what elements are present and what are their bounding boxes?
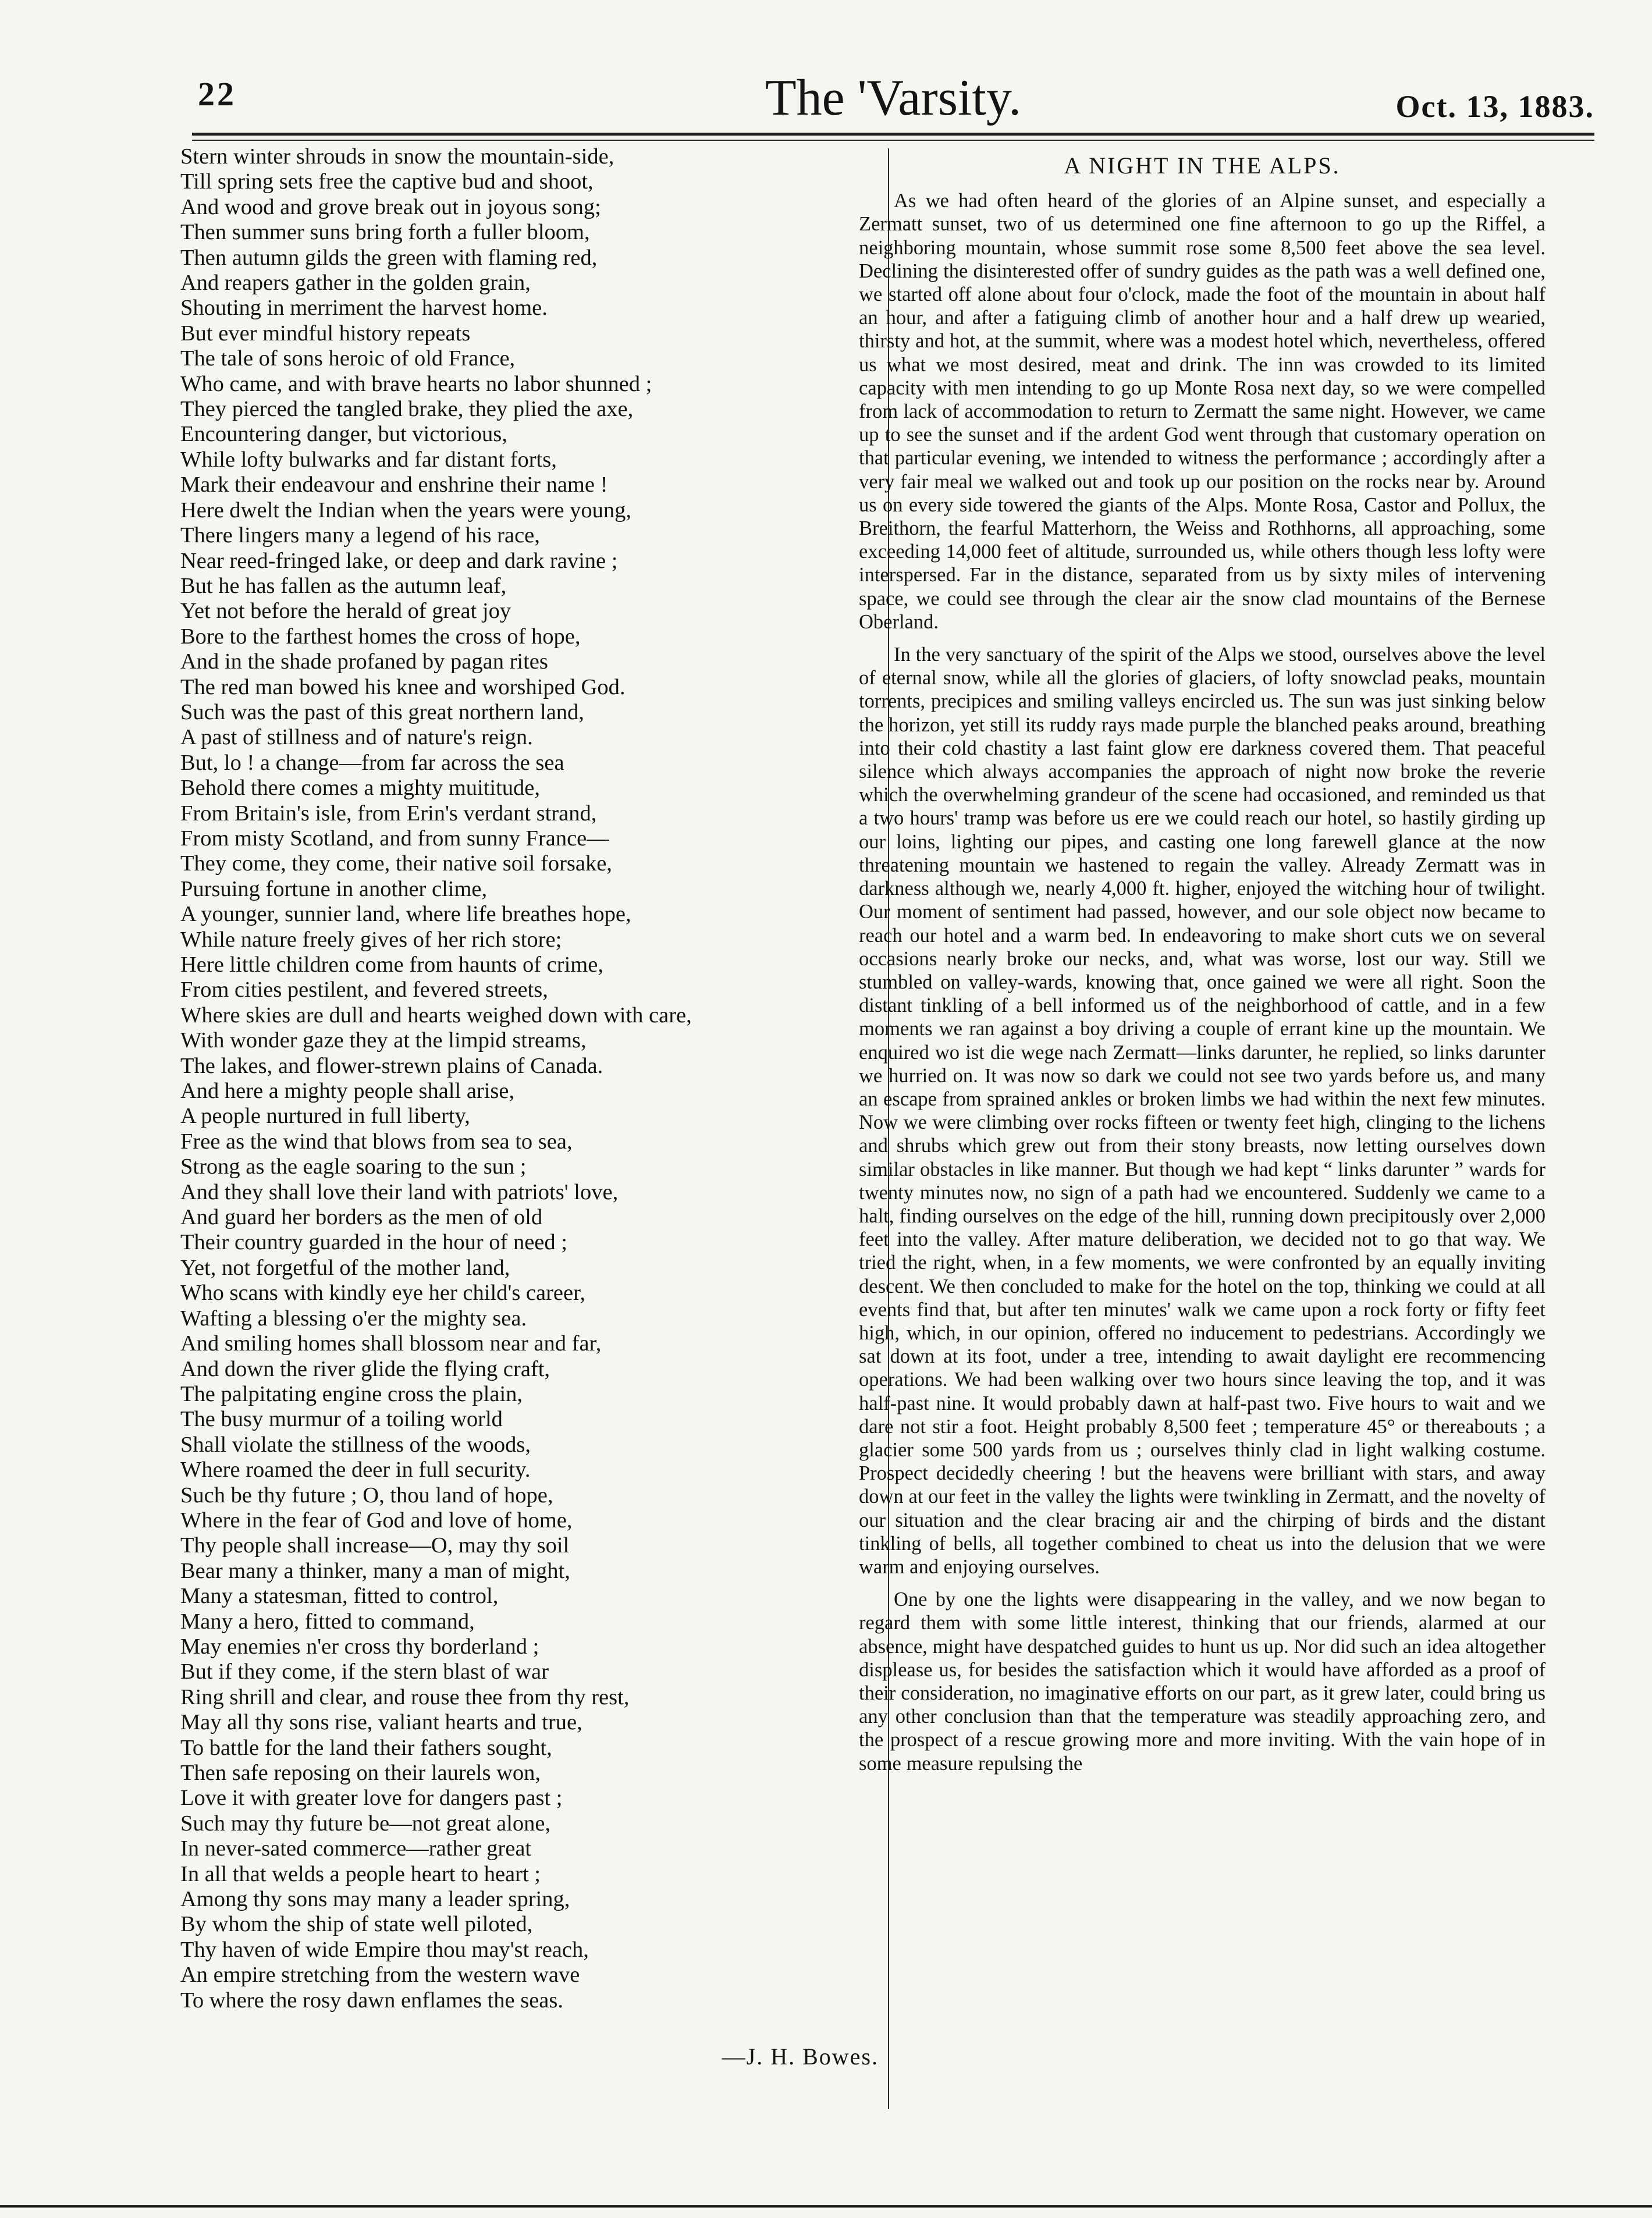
poem-line: To battle for the land their fathers sought, [180,1735,552,1760]
poem-line: A younger, sunnier land, where life breathes hope, [180,902,631,927]
page-header [192,69,1594,127]
poem-line: To where the rosy dawn enflames the seas. [180,1988,563,2013]
poem-line: Behold there comes a mighty muititude, [180,776,541,801]
poem-line: The lakes, and flower-strewn plains of Canada. [180,1053,603,1078]
poem-line: With wonder gaze they at the limpid streams, [180,1028,587,1053]
poem-line: But ever mindful history repeats [180,321,471,346]
issue-date: Oct. 13, 1883. [1395,89,1594,124]
poem-line: Such may thy future be—not great alone, [180,1811,551,1836]
poem-line: Here little children come from haunts of crime, [180,952,603,977]
poem-line: Thy haven of wide Empire thou may'st reach, [180,1937,589,1962]
poem-line: Ring shrill and clear, and rouse thee from thy rest, [180,1684,630,1709]
poem-line: And here a mighty people shall arise, [180,1079,515,1104]
header-rule-thin [192,140,1594,141]
article-title: A NIGHT IN THE ALPS. [1064,152,1341,179]
poem-line: But if they come, if the stern blast of war [180,1659,549,1684]
poem-line: Free as the wind that blows from sea to sea, [180,1129,573,1154]
poem-line: Love it with greater love for dangers past ; [180,1786,563,1811]
poem-line: But, lo ! a change—from far across the sea [180,750,564,775]
poem-line: From cities pestilent, and fevered streets, [180,978,548,1003]
poem-line: Many a hero, fitted to command, [180,1609,475,1634]
article-column [859,154,1546,1785]
poem-line: By whom the ship of state well piloted, [180,1912,533,1937]
poem-line: Wafting a blessing o'er the mighty sea. [180,1306,527,1331]
poem-line: Such be thy future ; O, thou land of hope, [180,1483,553,1508]
poem-line: In all that welds a people heart to heart ; [180,1861,541,1886]
poem-line: Encountering danger, but victorious, [180,422,507,447]
poem-line: The tale of sons heroic of old France, [180,346,516,371]
poem-line: Who came, and with brave hearts no labor shunned ; [180,371,652,396]
poem-line: May enemies n'er cross thy borderland ; [180,1634,539,1659]
poem-line: In never-sated commerce—rather great [180,1836,532,1861]
poem-line: But he has fallen as the autumn leaf, [180,573,507,598]
poem-line: An empire stretching from the western wave [180,1963,580,1988]
poem-line: From misty Scotland, and from sunny France— [180,826,609,851]
article-paragraph: One by one the lights were disappearing in the valley, and we now began to regard them with some little interest, thinking that our friends, alarmed at our absence, might have despatched guides to hunt us up. Nor did such an idea altogether displease us, for besides the satisfaction which it would have afforded as a proof of their consideration, no imaginative efforts on our part, as it grew later, could bring us any other conclusion than that the temperature was steadily approaching zero, and the prospect of a rescue growing more and more inviting. With the vain hope of in some measure repulsing the [859,1588,1546,1775]
poem-line: The red man bowed his knee and worshiped God. [180,674,626,699]
poem-line: Then safe reposing on their laurels won, [180,1761,541,1785]
poem-line: A past of stillness and of nature's reign. [180,725,533,750]
poem-line: And down the river glide the flying craft, [180,1356,550,1381]
poem-line: Thy people shall increase—O, may thy soil [180,1533,570,1558]
poem-lines [180,144,867,2013]
poem-line: And in the shade profaned by pagan rites [180,649,548,674]
poem-line: Bore to the farthest homes the cross of hope, [180,624,581,649]
poem-line: Where in the fear of God and love of home, [180,1508,573,1533]
poem-line: Where roamed the deer in full security. [180,1458,531,1483]
header-rule-thick [192,133,1594,136]
poem-line: Among thy sons may many a leader spring, [180,1887,570,1912]
poem-line: Such was the past of this great northern land, [180,699,584,724]
poem-line: And wood and grove break out in joyous song; [180,194,601,219]
poem-line: Shouting in merriment the harvest home. [180,296,548,321]
poem-line: Then autumn gilds the green with flaming red, [180,245,598,270]
poem-attribution: —J. H. Bowes. [722,2043,879,2070]
poem-line: Shall violate the stillness of the woods, [180,1432,531,1457]
poem-line: While nature freely gives of her rich store; [180,927,562,952]
poem-line: May all thy sons rise, valiant hearts and true, [180,1710,582,1735]
poem-line: While lofty bulwarks and far distant forts, [180,447,557,472]
poem-line: Bear many a thinker, many a man of might, [180,1558,570,1583]
page-number: 22 [198,75,236,113]
poem-line: Who scans with kindly eye her child's career, [180,1281,586,1306]
page-bottom-rule [0,2205,1652,2208]
poem-line: A people nurtured in full liberty, [180,1104,470,1129]
poem-line: The busy murmur of a toiling world [180,1407,503,1432]
poem-line: Mark their endeavour and enshrine their name ! [180,472,608,497]
poem-line: The palpitating engine cross the plain, [180,1381,523,1406]
article-paragraph: As we had often heard of the glories of an Alpine sunset, and especially a Zermatt sunset, two of us determined one fine afternoon to go up the Riffel, a neighboring mountain, whose summit rose some 8,500 feet above the sea level. Declining the disinterested offer of sundry guides as the path was a well defined one, we started off alone about four o'clock, made the foot of the mountain in about half an hour, and after a fatiguing climb of another hour and a half drew up wearied, thirsty and hot, at the summit, where was a modest hotel which, nevertheless, offered us what we most desired, meat and drink. The inn was crowded to its limited capacity with men intending to go up Monte Rosa next day, so we were compelled from lack of accommodation to return to Zermatt the same night. However, we came up to see the sunset and if the ardent God went through that customary operation on that particular evening, we intended to witness the performance ; accordingly after a very fair meal we walked out and took up our position on the rocks near by. Around us on every side towered the giants of the Alps. Monte Rosa, Castor and Pollux, the Breithorn, the fearful Matterhorn, the Weiss and Rothhorns, all approaching, some exceeding 14,000 feet of altitude, surrounded us, while others though less lofty were interspersed. Far in the distance, separated from us by sixty miles of intervening space, we could see through the clear air the snow clad mountains of the Bernese Oberland. [859,190,1546,633]
poem-line: Here dwelt the Indian when the years were young, [180,497,632,522]
poem-line: Strong as the eagle soaring to the sun ; [180,1154,527,1179]
poem-line: And they shall love their land with patriots' love, [180,1179,619,1204]
poem-line: Yet, not forgetful of the mother land, [180,1255,510,1280]
poem-line: Yet not before the herald of great joy [180,599,511,624]
poem-line: There lingers many a legend of his race, [180,523,540,548]
poem-line: And smiling homes shall blossom near and far, [180,1331,602,1356]
poem-line: Stern winter shrouds in snow the mountain-side, [180,144,614,169]
poem-line: And guard her borders as the men of old [180,1205,543,1230]
poem-line: And reapers gather in the golden grain, [180,271,531,296]
poem-line: Then summer suns bring forth a fuller bloom, [180,220,590,245]
poem-line: Till spring sets free the captive bud and shoot, [180,169,594,194]
poem-line: They pierced the tangled brake, they plied the axe, [180,397,634,422]
poem-line: Where skies are dull and hearts weighed down with care, [180,1003,692,1028]
poem-line: From Britain's isle, from Erin's verdant strand, [180,801,597,826]
poem-line: Their country guarded in the hour of need ; [180,1230,567,1255]
poem-line: Near reed-fringed lake, or deep and dark ravine ; [180,548,618,573]
poem-line: Many a statesman, fitted to control, [180,1584,499,1609]
poem-column [180,144,879,2070]
newspaper-title: The 'Varsity. [765,70,1022,126]
poem-line: They come, they come, their native soil forsake, [180,851,612,876]
poem-line: Pursuing fortune in another clime, [180,876,488,901]
article-paragraph: In the very sanctuary of the spirit of the Alps we stood, ourselves above the level of eternal snow, while all the glories of glaciers, of lofty snowclad peaks, mountain torrents, precipices and smiling valleys encircled us. The sun was just sinking below the horizon, yet still its ruddy rays made purple the blanched peaks around, breathing into their cold chastity a last faint glow ere darkness covered them. That peaceful silence which always accompanies the approach of night now broke the reverie which the overwhelming grandeur of the scene had occasioned, and reminded us that a two hours' tramp was before us ere we could reach our hotel, so hastily girding up our loins, lighting our pipes, and casting one long farewell glance at the now threatening mountain we hastened to regain the valley. Already Zermatt was in darkness although we, nearly 4,000 ft. higher, enjoyed the witching hour of twilight. Our moment of sentiment had passed, however, and our sole object now became to reach our hotel and a warm bed. In endeavoring to make short cuts we on several occasions nearly broke our necks, and, what was worse, lost our way. Still we stumbled on valley-wards, knowing that, once gained we were all right. Soon the distant tinkling of a bell informed us of the neighborhood of cattle, and in a few moments we ran against a boy driving a couple of errant kine up the mountain. We enquired wo ist die wege nach Zermatt—links darunter, he replied, so links darunter we hurried on. It was now so dark we could not see two yards before us, and many an escape from sprained ankles or broken limbs we had within the next few minutes. Now we were climbing over rocks fifteen or twenty feet high, clinging to the lichens and shrubs which grew out from their stony breasts, now letting ourselves down similar obstacles in like manner. But though we had kept “ links darunter ” wards for twenty minutes now, no sign of a path had we encountered. Suddenly we came to a halt, finding ourselves on the edge of the hill, running down precipitously over 2,000 feet into the valley. After mature deliberation, we decided not to go that way. We tried the right, when, in a few moments, we were confronted by an equally inviting descent. We then concluded to make for the hotel on the top, thinking we could at all events find that, but after ten minutes' walk we came upon a rock forty or fifty feet high, which, in our opinion, offered no inducement to pedestrians. Accordingly we sat down at its foot, under a tree, intending to await daylight ere recommencing operations. We had been walking over two hours since leaving the top, and it was half-past nine. It would probably dawn at half-past two. Five hours to wait and we dare not stir a foot. Height probably 8,500 feet ; temperature 45° or thereabouts ; a glacier some 500 yards from us ; ourselves thinly clad in light walking costume. Prospect decidedly cheering ! but the heavens were brilliant with stars, and away down at our feet in the valley the lights were twinkling in Zermatt, and the novelty of our situation and the clear bracing air and the chirping of birds and the distant tinkling of bells, all together combined to cheat us into the delusion that we were warm and enjoying ourselves. [859,644,1546,1578]
